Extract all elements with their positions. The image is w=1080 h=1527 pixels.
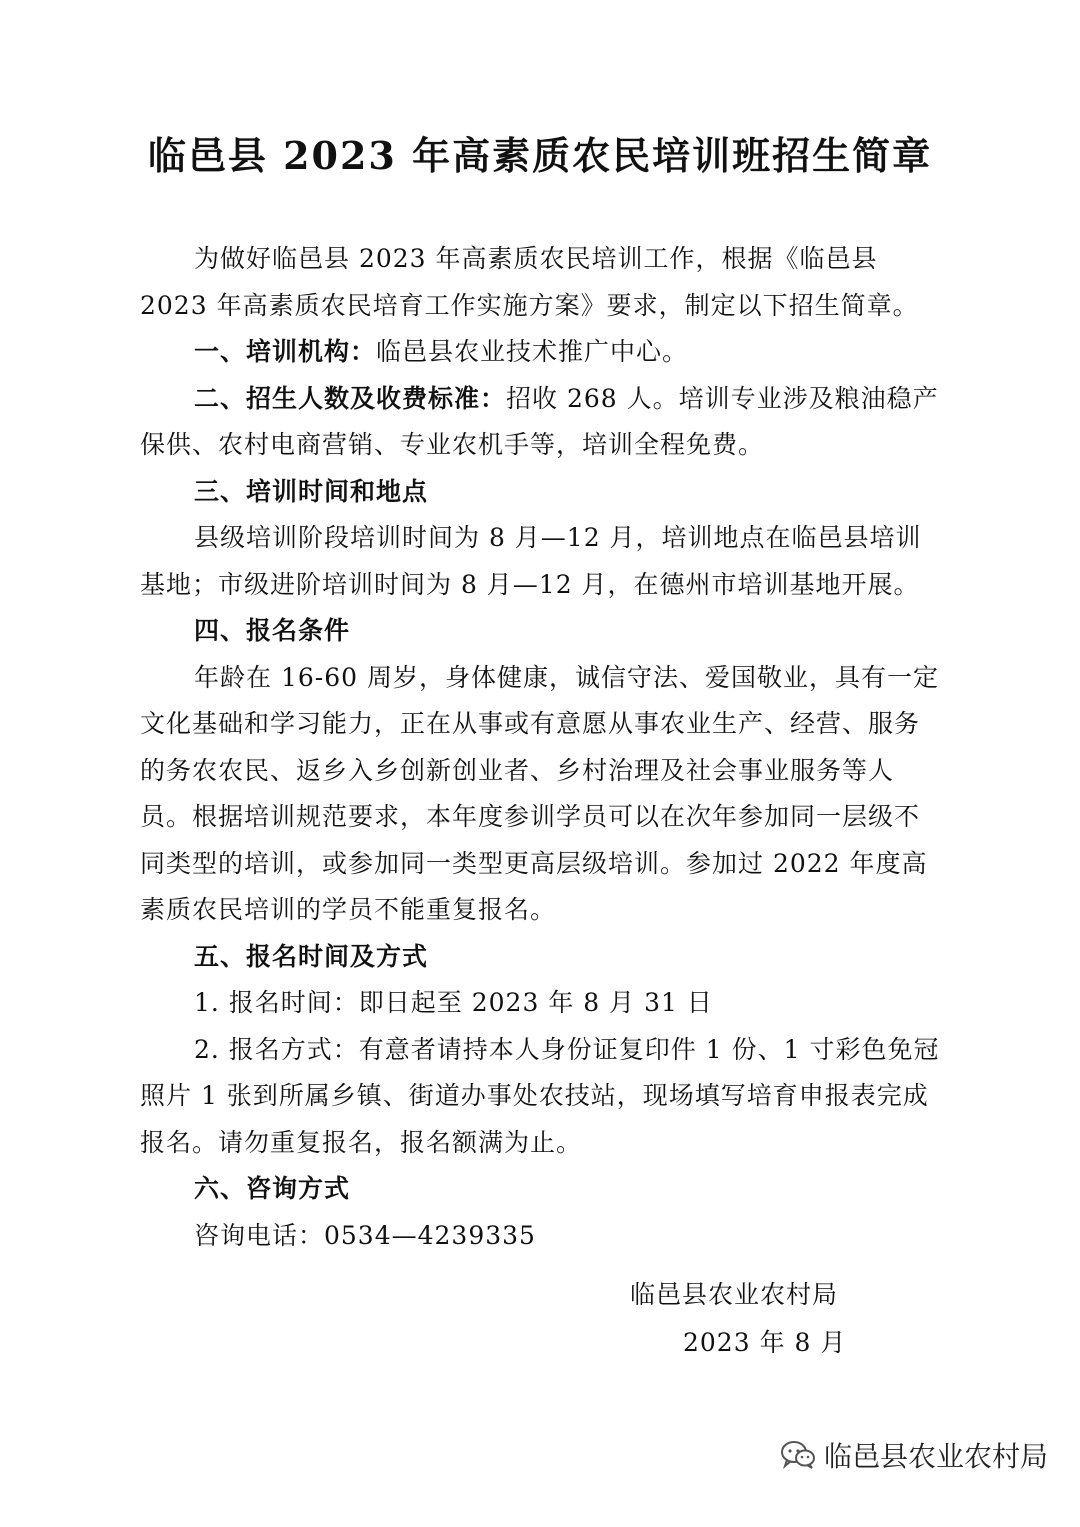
section-5-heading: 五、报名时间及方式 xyxy=(194,941,429,971)
section-1-paragraph xyxy=(140,329,940,376)
section-6-text: 咨询电话：0534—4239335 xyxy=(194,1220,536,1250)
section-1-text: 临邑县农业技术推广中心。 xyxy=(376,337,689,366)
watermark-text: 临邑县农业农村局 xyxy=(823,1440,1048,1473)
section-2-label: 二、招生人数及收费标准： xyxy=(194,383,507,413)
intro-paragraph: 为做好临邑县 2023 年高素质农民培训工作，根据《临邑县 2023 年高素质农民培育工作实施方案》要求，制定以下招生简章。 xyxy=(140,244,919,320)
section-3-heading: 三、培训时间和地点 xyxy=(194,476,429,506)
section-2-paragraph xyxy=(140,376,940,469)
signature-date: 2023 年 8 月 xyxy=(683,1328,847,1357)
page-title: 临邑县 2023 年高素质农民培训班招生简章 xyxy=(147,133,933,178)
signature-org: 临邑县农业农村局 xyxy=(630,1280,839,1309)
section-6-heading: 六、咨询方式 xyxy=(194,1174,351,1203)
wechat-icon xyxy=(780,1440,816,1470)
section-4-text: 年龄在 16-60 周岁，身体健康，诚信守法、爱国敬业，具有一定文化基础和学习能力，正在从事或有意愿从事农业生产、经营、服务的务农农民、返乡入乡创新创业者、乡村治理及社会事业服务等人员。根据培训规范要求，本年度参训学员可以在次年参加同一层级不同类型的培训，或参加同一类型更高层级培训。参加过 2022 年度高素质农民培训的学员不能重复报名。 xyxy=(140,662,939,924)
section-5-item-2: 2. 报名方式：有意者请持本人身份证复印件 1 份、1 寸彩色免冠照片 1 张到所属乡镇、街道办事处农技站，现场填写培育申报表完成报名。请勿重复报名，报名额满为止。 xyxy=(140,1034,940,1157)
section-4-heading: 四、报名条件 xyxy=(194,616,351,645)
section-1-label: 一、培训机构： xyxy=(194,337,377,366)
account-watermark xyxy=(780,1435,1048,1475)
section-3-text: 县级培训阶段培训时间为 8 月—12 月，培训地点在临邑县培训基地；市级进阶培训时间为 8 月—12 月，在德州市培训基地开展。 xyxy=(140,523,922,599)
document-body xyxy=(140,236,940,1259)
section-5-item-1: 1. 报名时间：即日起至 2023 年 8 月 31 日 xyxy=(194,988,713,1017)
section-2-text: 招收 268 人。培训专业涉及粮油稳产保供、农村电商营销、专业农机手等，培训全程免费。 xyxy=(140,383,939,459)
